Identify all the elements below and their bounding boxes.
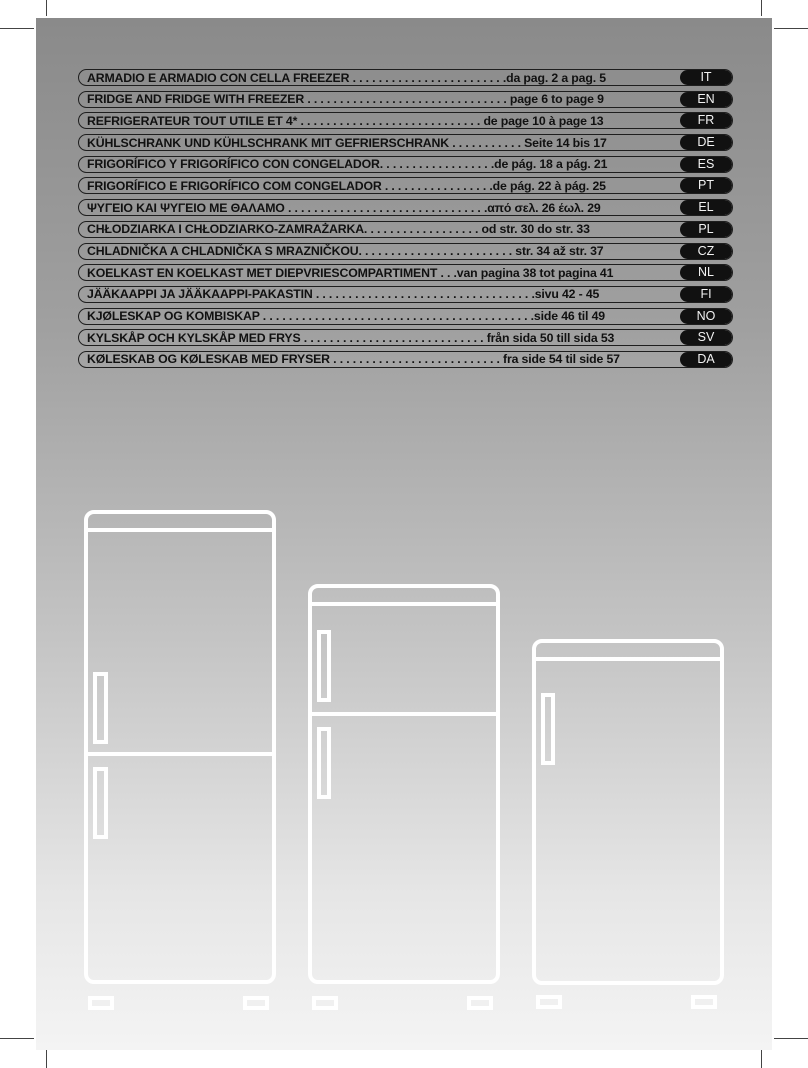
toc-entry-text: JÄÄKAAPPI JA JÄÄKAAPPI-PAKASTIN . . . . . . . . . . . . . . . . . . . . . . . . . . . . . . . . . .sivu 42 - 45: [87, 287, 600, 302]
language-code-badge: FI: [680, 287, 732, 302]
toc-entry-text: FRIGORÍFICO E FRIGORÍFICO COM CONGELADOR . . . . . . . . . . . . . . . . .de pág. 22 à pág. 25: [87, 178, 606, 193]
larder-fridge-icon: [530, 637, 726, 1011]
toc-entry-text: ARMADIO E ARMADIO CON CELLA FREEZER . . . . . . . . . . . . . . . . . . . . . . . .da pag. 2 a pag. 5: [87, 70, 606, 85]
toc-entry-text: FRIDGE AND FRIDGE WITH FREEZER . . . . . . . . . . . . . . . . . . . . . . . . . . . . . . . page 6 to page 9: [87, 92, 604, 107]
toc-row-pl[interactable]: [78, 221, 733, 238]
toc-entry-text: KJØLESKAP OG KOMBISKAP . . . . . . . . . . . . . . . . . . . . . . . . . . . . . . . . . . . . . . . . . .side 46 til 49: [87, 309, 605, 324]
crop-mark: [46, 1050, 47, 1068]
toc-entry-text: CHLADNIČKA A CHLADNIČKA S MRAZNIČKOU. . . . . . . . . . . . . . . . . . . . . . . . str. 34 až str. 37: [87, 244, 604, 258]
toc-row-nl[interactable]: [78, 264, 733, 281]
language-code-badge: SV: [680, 330, 732, 345]
toc-row-de[interactable]: [78, 134, 733, 151]
language-code-badge: EL: [680, 200, 732, 215]
fridge-freezer-icon: [82, 508, 278, 1012]
toc-row-el[interactable]: [78, 199, 733, 216]
toc-row-da[interactable]: [78, 351, 733, 368]
crop-mark: [761, 0, 762, 16]
language-code-badge: PT: [680, 178, 732, 193]
toc-entry-text: ΨΥΓΕΙΟ ΚΑΙ ΨΥΓΕΙΟ ΜΕ ΘΑΛΑΜΟ . . . . . . . . . . . . . . . . . . . . . . . . . . . . . . .από σελ. 26 έωλ. 29: [87, 200, 601, 215]
toc-row-fr[interactable]: [78, 112, 733, 129]
toc-entry-text: KØLESKAB OG KØLESKAB MED FRYSER . . . . . . . . . . . . . . . . . . . . . . . . . . fra side 54 til side 57: [87, 352, 620, 367]
crop-mark: [46, 0, 47, 16]
crop-mark: [761, 1050, 762, 1068]
toc-entry-text: KOELKAST EN KOELKAST MET DIEPVRIESCOMPARTIMENT . . .van pagina 38 tot pagina 41: [87, 265, 614, 280]
crop-mark: [0, 28, 34, 29]
toc-entry-text: CHŁODZIARKA I CHŁODZIARKO-ZAMRAŻARKA. . . . . . . . . . . . . . . . . . od str. 30 do str. 33: [87, 222, 590, 237]
toc-row-sv[interactable]: [78, 329, 733, 346]
toc-entry-text: KÜHLSCHRANK UND KÜHLSCHRANK MIT GEFRIERSCHRANK . . . . . . . . . . . Seite 14 bis 17: [87, 135, 607, 150]
language-code-badge: FR: [680, 113, 732, 128]
language-code-badge: EN: [680, 92, 732, 107]
toc-entry-text: REFRIGERATEUR TOUT UTILE ET 4* . . . . . . . . . . . . . . . . . . . . . . . . . . . . de page 10 à page 13: [87, 113, 604, 128]
language-code-badge: DE: [680, 135, 732, 150]
top-freezer-fridge-icon: [306, 582, 502, 1012]
toc-entry-text: FRIGORÍFICO Y FRIGORÍFICO CON CONGELADOR. . . . . . . . . . . . . . . . . .de pág. 18 a pág. 21: [87, 157, 608, 172]
toc-row-en[interactable]: [78, 91, 733, 108]
language-code-badge: IT: [680, 70, 732, 85]
crop-mark: [774, 28, 808, 29]
language-code-badge: NO: [680, 309, 732, 324]
language-code-badge: ES: [680, 157, 732, 172]
language-code-badge: PL: [680, 222, 732, 237]
language-code-badge: NL: [680, 265, 732, 280]
toc-entry-text: KYLSKÅP OCH KYLSKÅP MED FRYS . . . . . . . . . . . . . . . . . . . . . . . . . . . . från sida 50 till sida 53: [87, 330, 615, 345]
toc-row-fi[interactable]: [78, 286, 733, 303]
toc-row-it[interactable]: [78, 69, 733, 86]
language-code-badge: CZ: [680, 244, 732, 259]
table-of-contents: [78, 69, 733, 368]
toc-row-no[interactable]: [78, 308, 733, 325]
crop-mark: [0, 1038, 34, 1039]
crop-mark: [774, 1038, 808, 1039]
language-code-badge: DA: [680, 352, 732, 367]
toc-row-es[interactable]: [78, 156, 733, 173]
toc-row-cz[interactable]: [78, 243, 733, 260]
toc-row-pt[interactable]: [78, 177, 733, 194]
